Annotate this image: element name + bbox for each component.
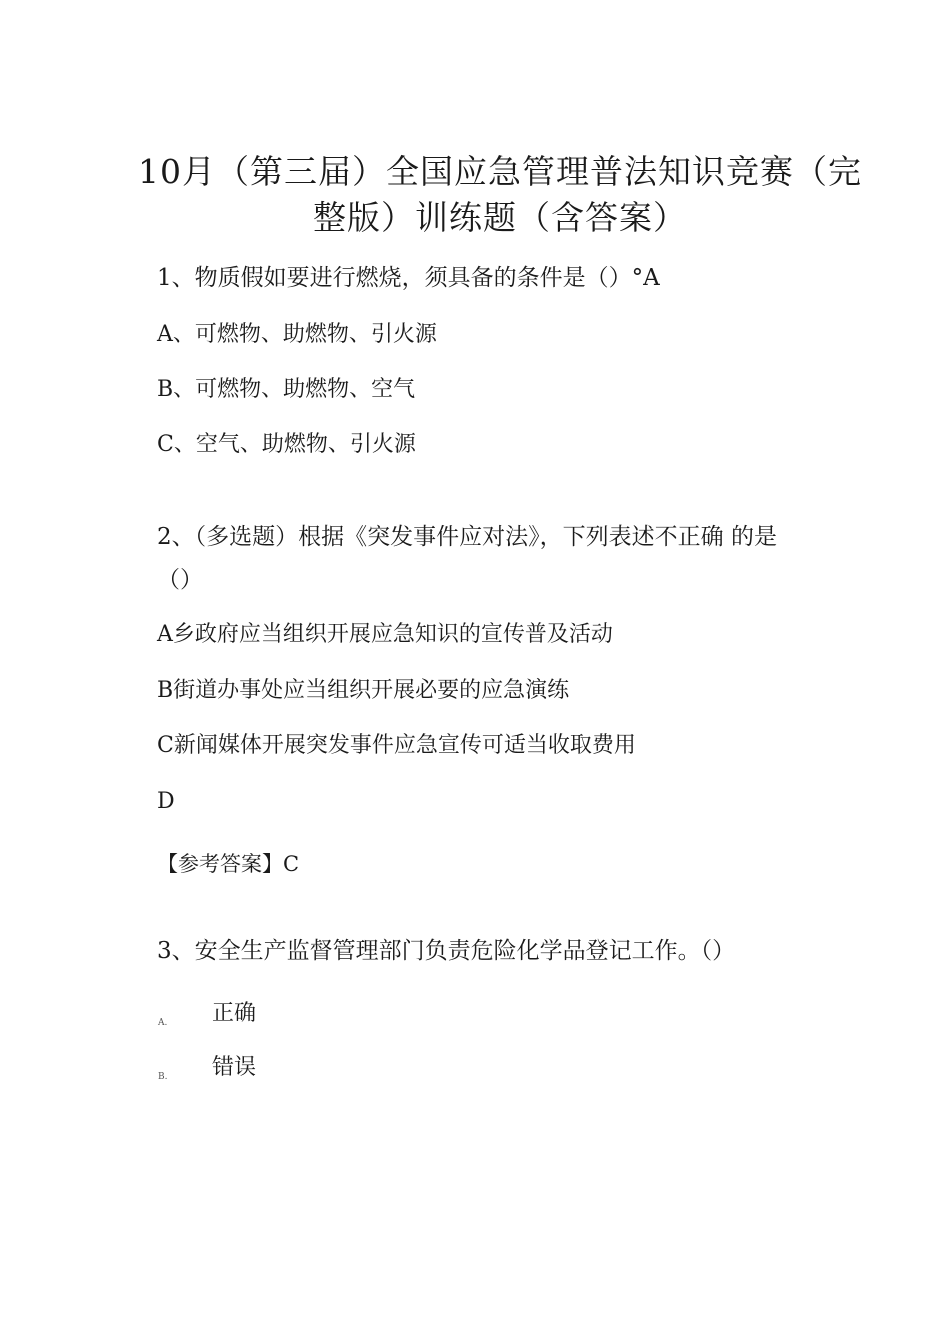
question-3-text: 3、安全生产监督管理部门负责危险化学品登记工作。（） (157, 938, 736, 964)
question-1-option-b: B、可燃物、助燃物、空气 (157, 377, 416, 402)
question-2-option-d: D (157, 789, 175, 814)
question-2-option-c: C新闻媒体开展突发事件应急宣传可适当收取费用 (157, 733, 636, 758)
document-title-line-2: 整版）训练题（含答案） (313, 198, 687, 237)
question-3-option-a-label: 正确 (212, 1001, 257, 1026)
question-2-option-b: B街道办事处应当组织开展必要的应急演练 (157, 678, 570, 703)
question-3-option-b-label: 错误 (212, 1055, 257, 1080)
question-1-option-c: C、空气、助燃物、引火源 (157, 432, 416, 457)
question-2-answer: 【参考答案】C (157, 852, 300, 876)
question-1-option-a: A、可燃物、助燃物、引火源 (157, 322, 437, 347)
document-title-line-1: 10月（第三届）全国应急管理普法知识竞赛（完 (138, 152, 862, 191)
question-3-option-a-letter: A. (158, 1018, 168, 1028)
question-2-text-line-1: 2、（多选题）根据《突发事件应对法》，下列表述不正确 的是 (157, 524, 777, 550)
question-3-option-b-letter: B. (158, 1072, 168, 1082)
question-1-text: 1、物质假如要进行燃烧，须具备的条件是（）°A (157, 265, 660, 291)
question-2-text-line-2: （） (157, 567, 203, 593)
question-2-option-a: A乡政府应当组织开展应急知识的宣传普及活动 (157, 622, 613, 647)
